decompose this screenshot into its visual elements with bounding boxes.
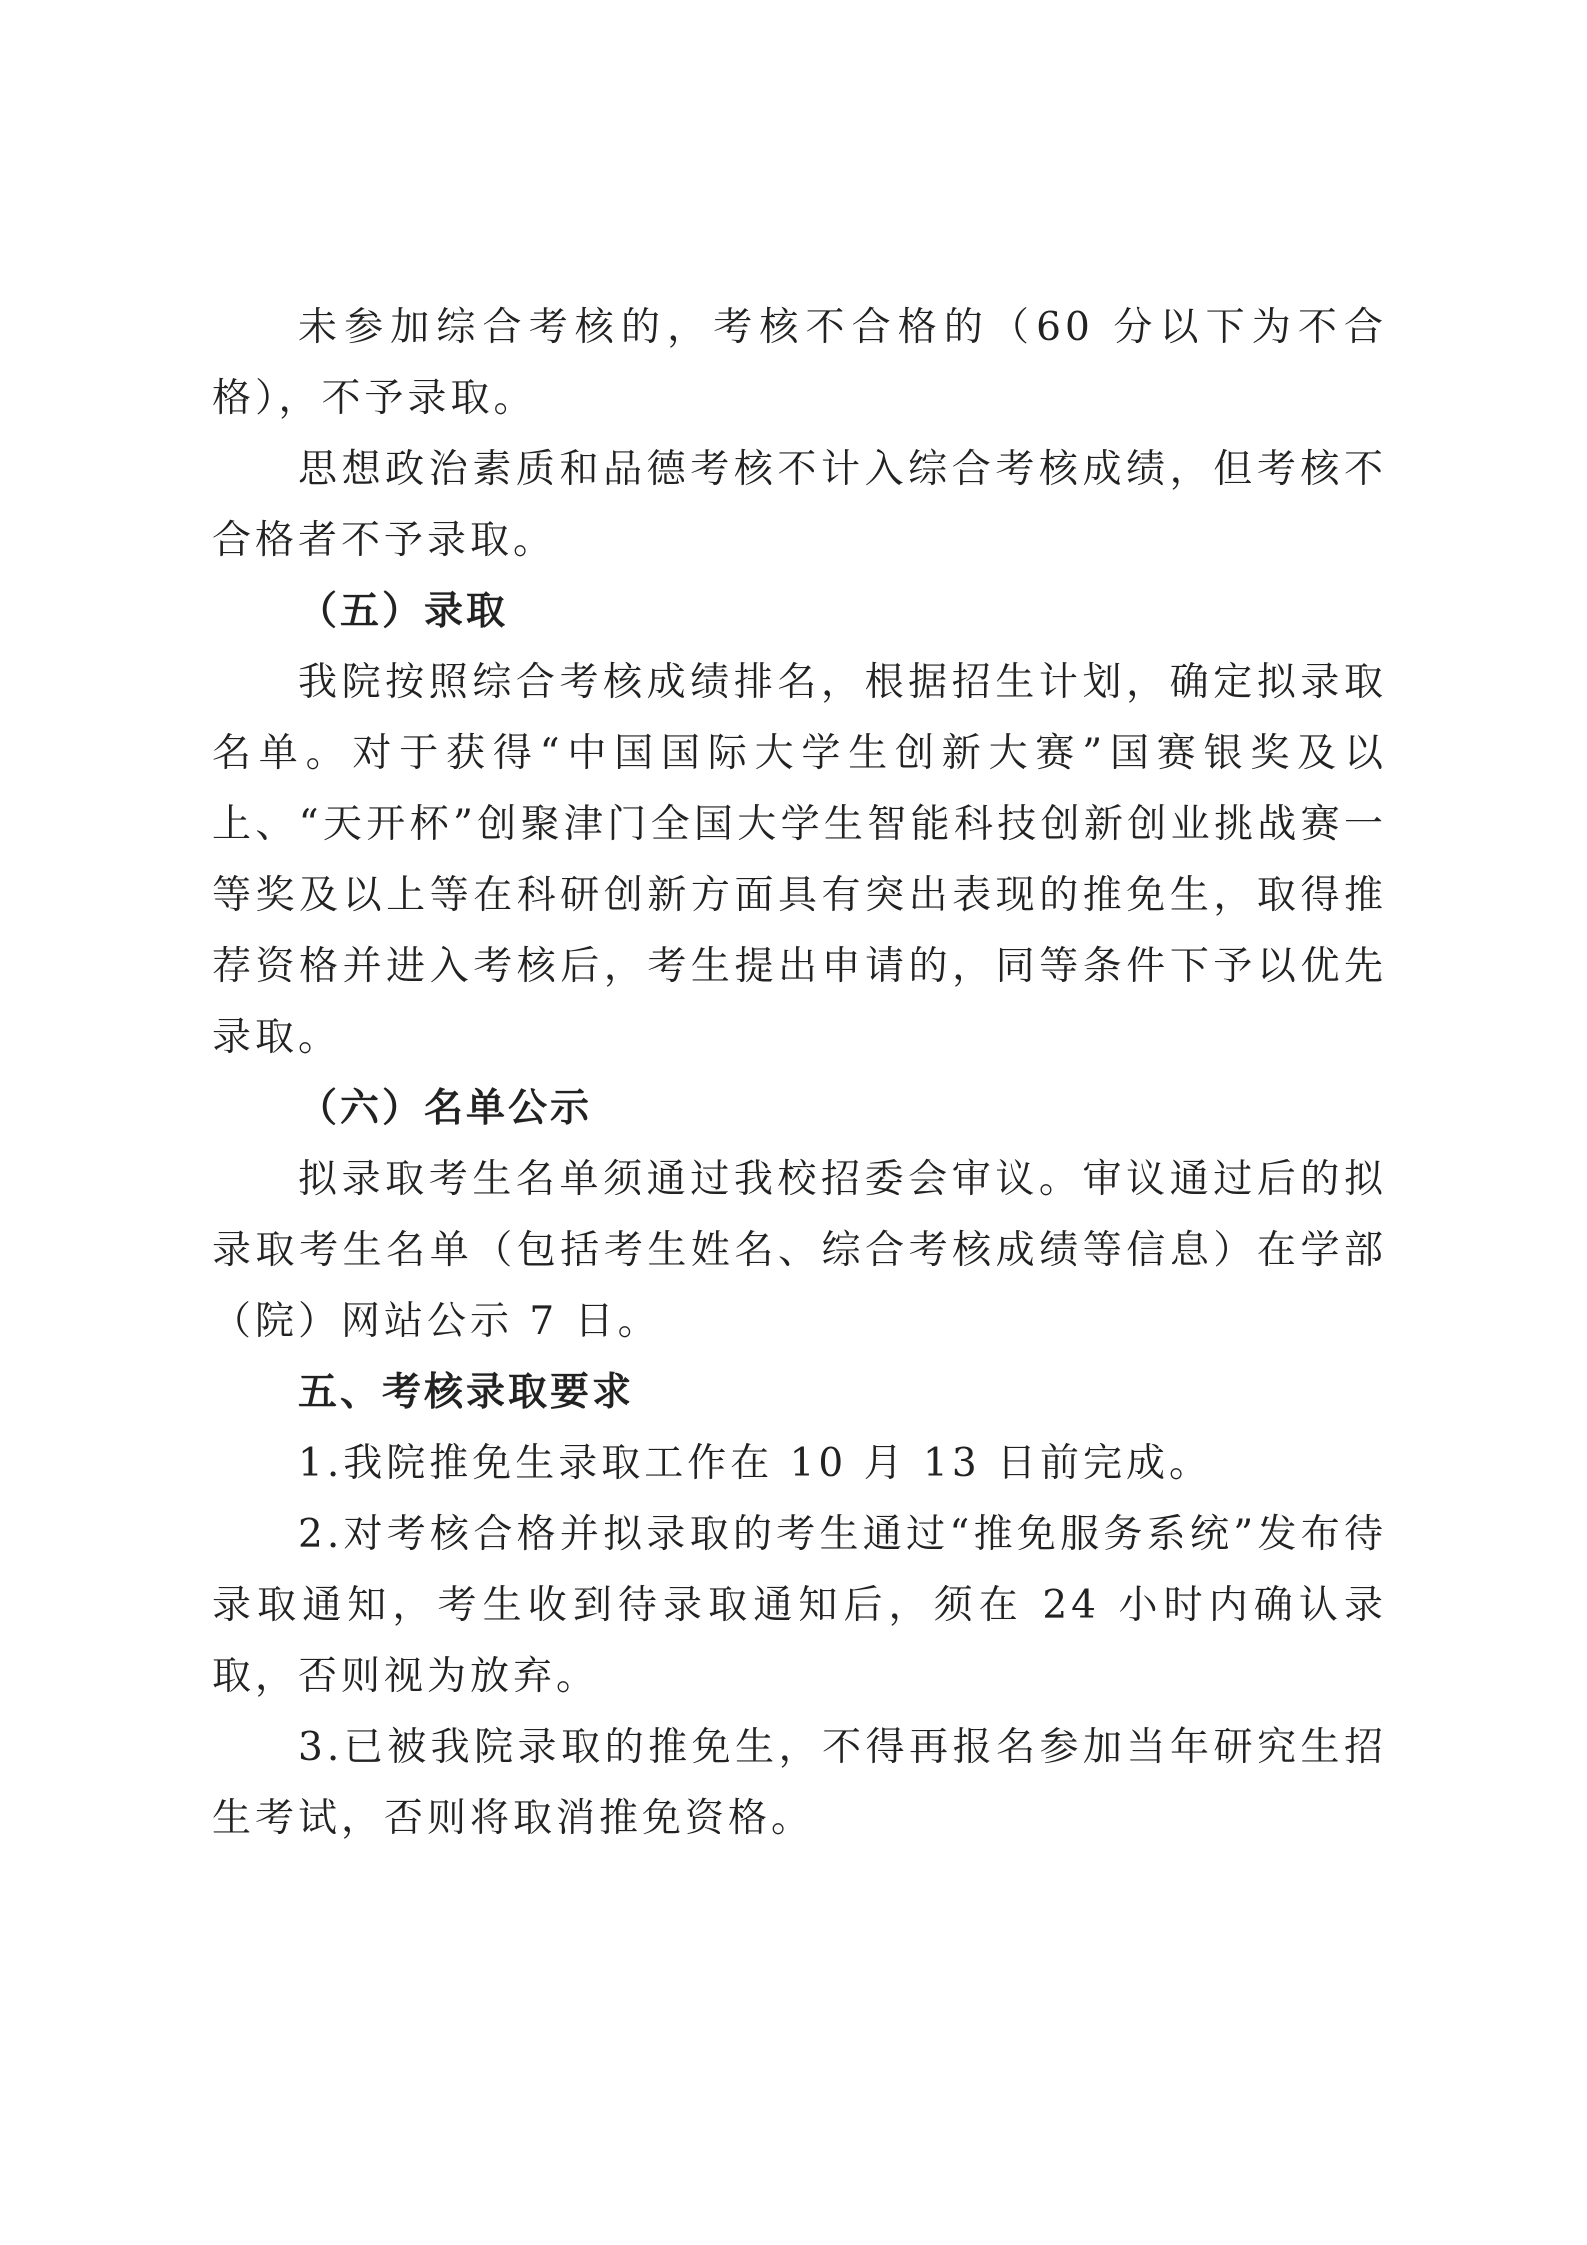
heading-list-publicity: （六）名单公示 xyxy=(298,1086,593,1131)
paragraph-admission-rules: 我院按照综合考核成绩排名，根据招生计划，确定拟录取名单。对于获得“中国国际大学生创新大赛”国赛银奖及以上、“天开杯”创聚津门全国大学生智能科技创新创业挑战赛一等奖及以上等在科研创新方面具有突出表现的推免生，取得推荐资格并进入考核后，考生提出申请的，同等条件下予以优先录取。 xyxy=(212,660,1387,1060)
paragraph-list-publicity: 拟录取考生名单须通过我校招委会审议。审议通过后的拟录取考生名单（包括考生姓名、综合考核成绩等信息）在学部（院）网站公示 7 日。 xyxy=(212,1157,1387,1344)
requirement-item-3: 3.已被我院录取的推免生，不得再报名参加当年研究生招生考试，否则将取消推免资格。 xyxy=(212,1725,1387,1841)
document-body xyxy=(212,292,1387,1854)
requirement-item-1: 1.我院推免生录取工作在 10 月 13 日前完成。 xyxy=(298,1441,1213,1486)
heading-admission-requirements: 五、考核录取要求 xyxy=(298,1370,635,1415)
requirement-item-2: 2.对考核合格并拟录取的考生通过“推免服务系统”发布待录取通知，考生收到待录取通知后，须在 24 小时内确认录取，否则视为放弃。 xyxy=(212,1512,1387,1699)
paragraph-not-admitted: 未参加综合考核的，考核不合格的（60 分以下为不合格），不予录取。 xyxy=(212,305,1387,421)
heading-admission: （五）录取 xyxy=(298,589,509,634)
paragraph-political-assessment: 思想政治素质和品德考核不计入综合考核成绩，但考核不合格者不予录取。 xyxy=(212,447,1387,563)
